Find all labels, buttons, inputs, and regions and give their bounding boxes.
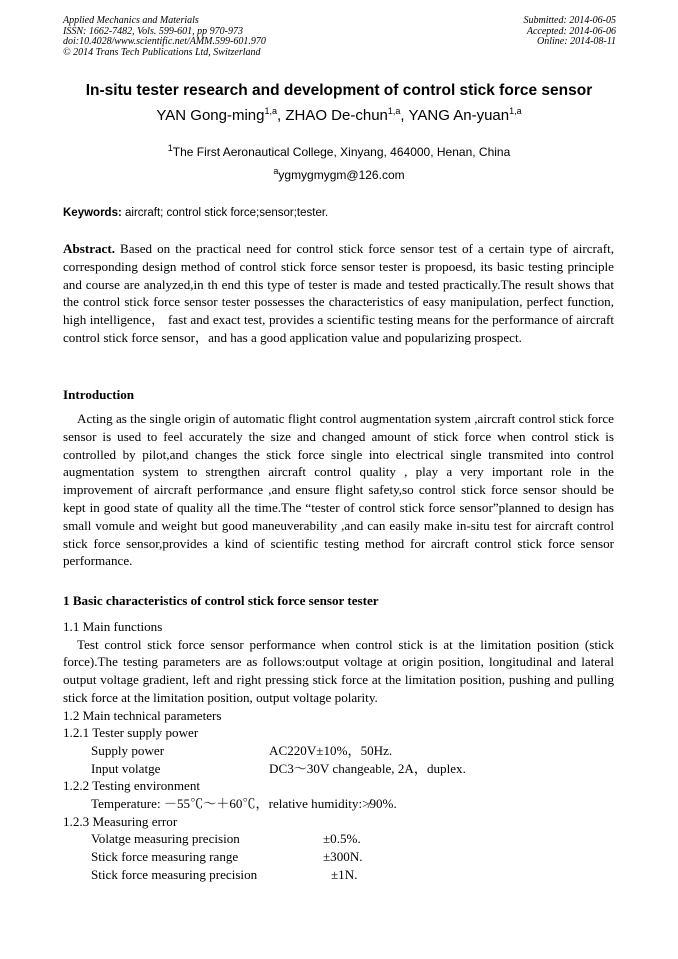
main-functions-paragraph: Test control stick force sensor performance when control stick is at the limitation position (stick force).The testing parameters are as follows:output voltage at origin position, longitudinal and lateral output voltage gradient, left and right pressing stick force at the limitation position, pushing and pulling stick force at the limitation position, output voltage polarity. [63, 636, 614, 705]
param-label: Stick force measuring range [91, 849, 239, 865]
author-name: YANG An-yuan [408, 107, 510, 124]
abstract-paragraph [63, 240, 614, 347]
author-superscript: 1,a [509, 106, 522, 116]
affiliation-superscript: 1 [167, 143, 173, 153]
email-superscript: a [273, 166, 279, 176]
accepted-date: Accepted: 2014-06-06 [526, 25, 616, 37]
param-row-force-precision [63, 866, 614, 884]
param-value: DC3～30V changeable, 2A，duplex. [269, 760, 466, 776]
param-value: ±300N. [323, 849, 363, 865]
publication-dates [524, 16, 617, 48]
author-superscript: 1,a [264, 106, 277, 116]
subsection-1-2-2-heading: 1.2.2 Testing environment [63, 778, 201, 794]
author-list: YAN Gong-ming$^{1,a}$, ZHAO De-chun$^{1,a}$, YANG An-yuan$^{1,a}$ [156, 106, 522, 124]
param-row-voltage-precision [63, 830, 614, 848]
author-name: YAN Gong-ming [156, 107, 265, 124]
journal-name: Applied Mechanics and Materials [63, 15, 199, 26]
issn-line: ISSN: 1662-7482, Vols. 599-601, pp 970-973 [63, 25, 243, 37]
subsection-1-2-1-heading: 1.2.1 Tester supply power [63, 725, 199, 741]
doi-line: doi:10.4028/www.scientific.net/AMM.599-601.970 [63, 36, 266, 47]
subsection-1-2-3-heading: 1.2.3 Measuring error [63, 813, 178, 829]
param-row-supply-power [63, 742, 614, 760]
abstract-text: Based on the practical need for control stick force sensor test of a certain type of aircraft, corresponding design method of control stick force sensor tester is propoesd, its basic testing principle and course are analyzed,in th end this type of tester is made and tested practically.The result shows that the control stick force sensor tester possesses the characteristics of easy manipulation, perfect function, high intelligence， fast and exact test, provides a scientific testing means for the performance of aircraft control stick force sensor，and has a good application value and popularizing prospect. [63, 241, 614, 345]
param-label: Stick force measuring precision [91, 866, 258, 882]
subsection-1-2-heading: 1.2 Main technical parameters [63, 707, 222, 723]
journal-info [63, 16, 266, 58]
param-row-temperature [63, 795, 614, 813]
param-value: ±0.5%. [323, 831, 361, 847]
email-line [0, 168, 678, 182]
param-label: Supply power [91, 742, 165, 758]
paper-title: In-situ tester research and development of control stick force sensor [85, 82, 593, 99]
author-email: ygmygmygm@126.com [278, 168, 405, 182]
affiliation-text: The First Aeronautical College, Xinyang, 464000, Henan, China [172, 145, 511, 159]
keywords-text: aircraft; control stick force;sensor;tester. [125, 207, 329, 219]
copyright-line: © 2014 Trans Tech Publications Ltd, Switzerland [63, 46, 261, 58]
author-name: ZHAO De-chun [285, 107, 388, 124]
introduction-paragraph: Acting as the single origin of automatic flight control augmentation system ,aircraft control stick force sensor is used to feel accurately the size and changed amount of stick force when control stick is controlled by pilot,and changes the stick force single into electrical single transmited into control augmentation system to strengthen aircraft control quality , play a very important role in the improvement of aircraft performance ,and ensure flight safety,so control stick force sensor should be kept in good state of quality all the time.The “tester of control stick force sensor”planned to design has small vomule and weight but good maneuverability ,and can easily make in-situ test for aircraft control stick force sensor,provides a kind of scientific testing method for aircraft control stick force sensor performance. [63, 411, 614, 569]
keywords-line [63, 207, 328, 219]
param-row-force-range [63, 848, 614, 866]
param-label: Volatge measuring precision [91, 831, 240, 847]
keywords-label: Keywords: [63, 207, 122, 219]
param-value: ±1N. [331, 866, 358, 882]
param-row-input-voltage [63, 760, 614, 778]
online-date: Online: 2014-08-11 [537, 36, 616, 47]
subsection-1-1-heading: 1.1 Main functions [63, 619, 163, 634]
author-superscript: 1,a [387, 106, 401, 116]
param-text: Temperature: －55℃～＋60℃，relative humidity:≯90%. [91, 796, 397, 811]
introduction-heading: Introduction [63, 387, 135, 402]
abstract-label: Abstract. [63, 241, 115, 256]
param-label: Input volatge [91, 760, 161, 776]
section-1-content [63, 618, 614, 883]
param-value: AC220V±10%，50Hz. [269, 742, 393, 758]
section-1-heading: 1 Basic characteristics of control stick force sensor tester [63, 593, 379, 608]
affiliation [0, 145, 678, 159]
submitted-date: Submitted: 2014-06-05 [523, 15, 616, 26]
